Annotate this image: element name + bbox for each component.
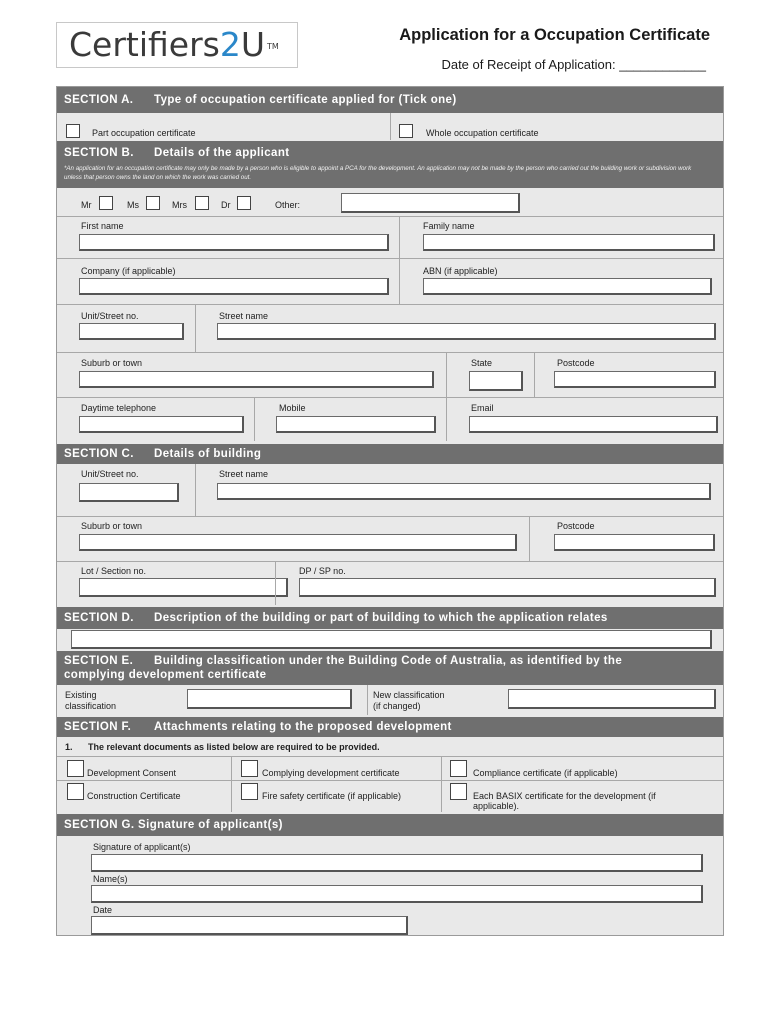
postcode-label: Postcode [557, 358, 595, 368]
email-field[interactable] [469, 416, 718, 433]
item-number: 1. [65, 742, 73, 752]
title-mr-label: Mr [81, 200, 92, 210]
title-mr-checkbox[interactable] [99, 196, 113, 210]
family-name-field[interactable] [423, 234, 715, 251]
title-dr-label: Dr [221, 200, 231, 210]
whole-occupation-checkbox[interactable] [399, 124, 413, 138]
complying-development-checkbox[interactable] [241, 760, 258, 777]
divider [367, 685, 368, 715]
new-classification-label: New classification (if changed) [373, 690, 445, 711]
company-logo: Certifiers2U TM [56, 22, 298, 68]
basix-certificate-checkbox[interactable] [450, 783, 467, 800]
building-unit-street-no-field[interactable] [79, 483, 179, 502]
row-divider [57, 352, 723, 353]
title-ms-checkbox[interactable] [146, 196, 160, 210]
row-divider [57, 304, 723, 305]
building-postcode-field[interactable] [554, 534, 715, 551]
part-occupation-checkbox[interactable] [66, 124, 80, 138]
street-name-field[interactable] [217, 323, 716, 340]
dp-sp-label: DP / SP no. [299, 566, 346, 576]
divider [275, 561, 276, 605]
building-postcode-label: Postcode [557, 521, 595, 531]
postcode-field[interactable] [554, 371, 716, 388]
title-mrs-checkbox[interactable] [195, 196, 209, 210]
whole-occupation-label: Whole occupation certificate [426, 128, 539, 138]
signature-field[interactable] [91, 854, 703, 872]
names-label: Name(s) [93, 874, 128, 884]
divider [399, 216, 400, 304]
compliance-certificate-checkbox[interactable] [450, 760, 467, 777]
divider [195, 464, 196, 516]
row-divider [57, 756, 723, 757]
building-suburb-label: Suburb or town [81, 521, 143, 531]
divider [231, 756, 232, 812]
title-other-label: Other: [275, 200, 301, 210]
date-label: Date [93, 905, 113, 915]
daytime-telephone-field[interactable] [79, 416, 244, 433]
documents-required-text: The relevant documents as listed below are required to be provided. [88, 742, 380, 752]
divider [441, 756, 442, 812]
first-name-label: First name [81, 221, 124, 231]
lot-section-label: Lot / Section no. [81, 566, 147, 576]
section-c-header: SECTION C. Details of building [57, 444, 723, 464]
row-divider [57, 561, 723, 562]
divider [195, 304, 196, 352]
fire-safety-label: Fire safety certificate (if applicable) [262, 791, 402, 801]
building-street-name-label: Street name [219, 469, 269, 479]
divider [254, 397, 255, 441]
building-description-field[interactable] [71, 630, 712, 649]
section-b-header: SECTION B. Details of the applicant [57, 141, 723, 188]
suburb-label: Suburb or town [81, 358, 143, 368]
construction-certificate-label: Construction Certificate [87, 791, 181, 801]
mobile-field[interactable] [276, 416, 436, 433]
abn-label: ABN (if applicable) [423, 266, 498, 276]
title-other-field[interactable] [341, 193, 520, 213]
applicant-eligibility-note: *An application for an occupation certificate may only be made by a person who is eligible to appoint a PCA for the development. An application may not be made by the person who carried out the building work or subdivision work unless that person owns the land on which the work was carried out. [64, 165, 692, 181]
development-consent-checkbox[interactable] [67, 760, 84, 777]
complying-development-label: Complying development certificate [262, 768, 400, 778]
company-label: Company (if applicable) [81, 266, 176, 276]
title-ms-label: Ms [127, 200, 139, 210]
row-divider [57, 516, 723, 517]
title-dr-checkbox[interactable] [237, 196, 251, 210]
company-field[interactable] [79, 278, 389, 295]
row-divider [57, 397, 723, 398]
page-title: Application for a Occupation Certificate [399, 26, 710, 44]
building-suburb-field[interactable] [79, 534, 517, 551]
dp-sp-field[interactable] [299, 578, 716, 597]
date-field[interactable] [91, 916, 408, 935]
fire-safety-checkbox[interactable] [241, 783, 258, 800]
family-name-label: Family name [423, 221, 475, 231]
street-name-label: Street name [219, 311, 269, 321]
existing-classification-field[interactable] [187, 689, 352, 709]
section-a-header: SECTION A. Type of occupation certificate applied for (Tick one) [57, 87, 723, 113]
divider [529, 516, 530, 561]
first-name-field[interactable] [79, 234, 389, 251]
abn-field[interactable] [423, 278, 712, 295]
divider [534, 352, 535, 397]
basix-certificate-label: Each BASIX certificate for the development (if applicable). [473, 791, 656, 811]
existing-classification-label: Existing classification [65, 690, 117, 711]
section-g-header: SECTION G. Signature of applicant(s) [57, 814, 723, 836]
signature-label: Signature of applicant(s) [93, 842, 191, 852]
construction-certificate-checkbox[interactable] [67, 783, 84, 800]
part-occupation-label: Part occupation certificate [92, 128, 196, 138]
receipt-date-label: Date of Receipt of Application: ____________ [441, 57, 706, 72]
mobile-label: Mobile [279, 403, 306, 413]
state-field[interactable] [469, 371, 523, 391]
row-divider [57, 258, 723, 259]
unit-street-no-field[interactable] [79, 323, 184, 340]
divider [390, 113, 391, 140]
title-mrs-label: Mrs [172, 200, 187, 210]
unit-street-no-label: Unit/Street no. [81, 311, 139, 321]
building-street-name-field[interactable] [217, 483, 711, 500]
section-f-header: SECTION F. Attachments relating to the proposed development [57, 717, 723, 737]
lot-section-field[interactable] [79, 578, 288, 597]
new-classification-field[interactable] [508, 689, 716, 709]
section-e-header: SECTION E. Building classification under the Building Code of Australia, as identified by the complying development certificate [57, 651, 723, 685]
email-label: Email [471, 403, 494, 413]
suburb-field[interactable] [79, 371, 434, 388]
divider [446, 352, 447, 397]
development-consent-label: Development Consent [87, 768, 177, 778]
compliance-certificate-label: Compliance certificate (if applicable) [473, 768, 618, 778]
section-d-header: SECTION D. Description of the building or part of building to which the application relates [57, 607, 723, 629]
building-unit-street-no-label: Unit/Street no. [81, 469, 139, 479]
row-divider [57, 216, 723, 217]
row-divider [57, 780, 723, 781]
names-field[interactable] [91, 885, 703, 903]
state-label: State [471, 358, 493, 368]
application-form [56, 86, 724, 936]
daytime-telephone-label: Daytime telephone [81, 403, 157, 413]
divider [446, 397, 447, 441]
